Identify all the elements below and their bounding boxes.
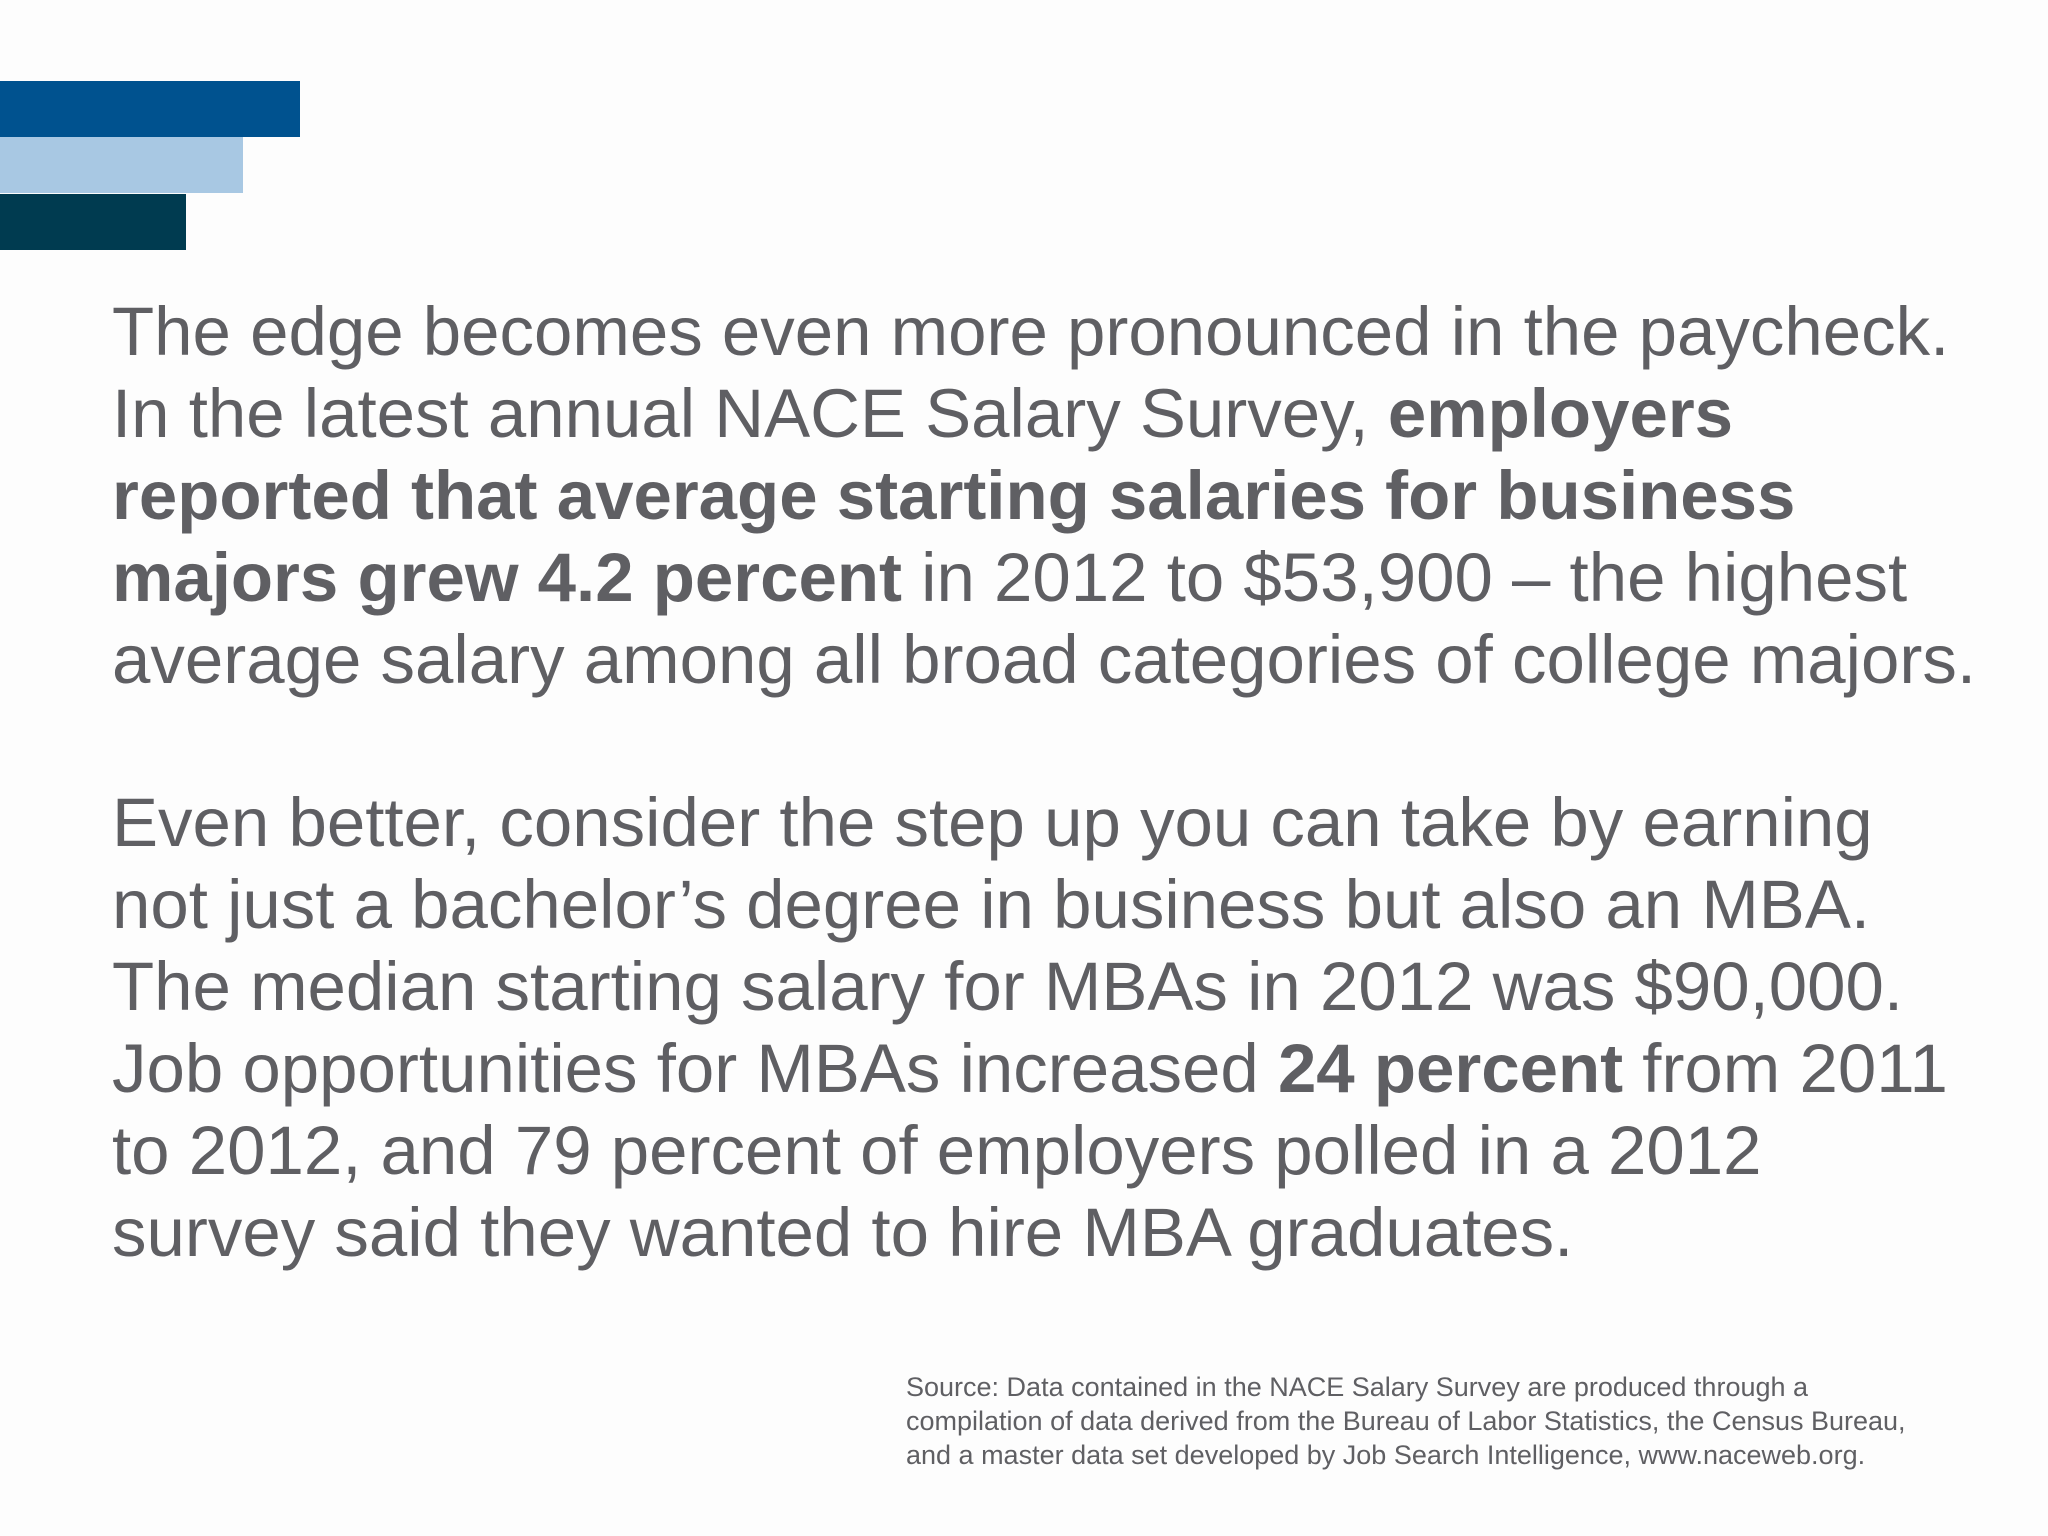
bold-text-segment: reported that average starting salaries for business xyxy=(112,457,1796,534)
bold-text-segment: employers xyxy=(1387,375,1734,452)
text-segment: not just a bachelor’s degree in business but also an MBA. xyxy=(112,866,1871,943)
text-segment: in 2012 to $53,900 – the highest xyxy=(902,539,1908,616)
paragraph-line xyxy=(112,619,2012,701)
text-segment: Job opportunities for MBAs increased xyxy=(112,1030,1278,1107)
paragraph-line xyxy=(112,455,2012,537)
bold-text-segment: 24 percent xyxy=(1277,1030,1624,1107)
source-line: and a master data set developed by Job Search Intelligence, www.naceweb.org. xyxy=(906,1440,1866,1470)
decorative-bar-dark-blue xyxy=(0,81,300,137)
source-note xyxy=(906,1370,2006,1472)
paragraph-line xyxy=(112,1110,2012,1192)
source-line: Source: Data contained in the NACE Salary Survey are produced through a xyxy=(906,1372,1809,1402)
paragraph-line xyxy=(112,291,2012,373)
salary-paragraph xyxy=(112,291,2012,701)
paragraph-line xyxy=(112,782,2012,864)
text-segment: to 2012, and 79 percent of employers polled in a 2012 xyxy=(112,1112,1762,1189)
decorative-bar-light-blue xyxy=(0,137,243,193)
bold-text-segment: majors grew 4.2 percent xyxy=(112,539,902,616)
text-segment: In the latest annual NACE Salary Survey, xyxy=(112,375,1388,452)
paragraph-line xyxy=(112,373,2012,455)
text-segment: from 2011 xyxy=(1623,1030,1948,1107)
text-segment: The edge becomes even more pronounced in the paycheck. xyxy=(112,293,1950,370)
paragraph-line xyxy=(112,946,2012,1028)
paragraph-line xyxy=(112,864,2012,946)
decorative-bar-navy xyxy=(0,194,186,250)
paragraph-line xyxy=(112,537,2012,619)
text-segment: average salary among all broad categories of college majors. xyxy=(112,621,1977,698)
mba-paragraph xyxy=(112,782,2012,1274)
text-segment: survey said they wanted to hire MBA graduates. xyxy=(112,1194,1574,1271)
paragraph-line xyxy=(112,1192,2012,1274)
paragraph-line xyxy=(112,1028,2012,1110)
source-line: compilation of data derived from the Bureau of Labor Statistics, the Census Bureau, xyxy=(906,1406,1906,1436)
text-segment: Even better, consider the step up you can take by earning xyxy=(112,784,1873,861)
text-segment: The median starting salary for MBAs in 2012 was $90,000. xyxy=(112,948,1904,1025)
